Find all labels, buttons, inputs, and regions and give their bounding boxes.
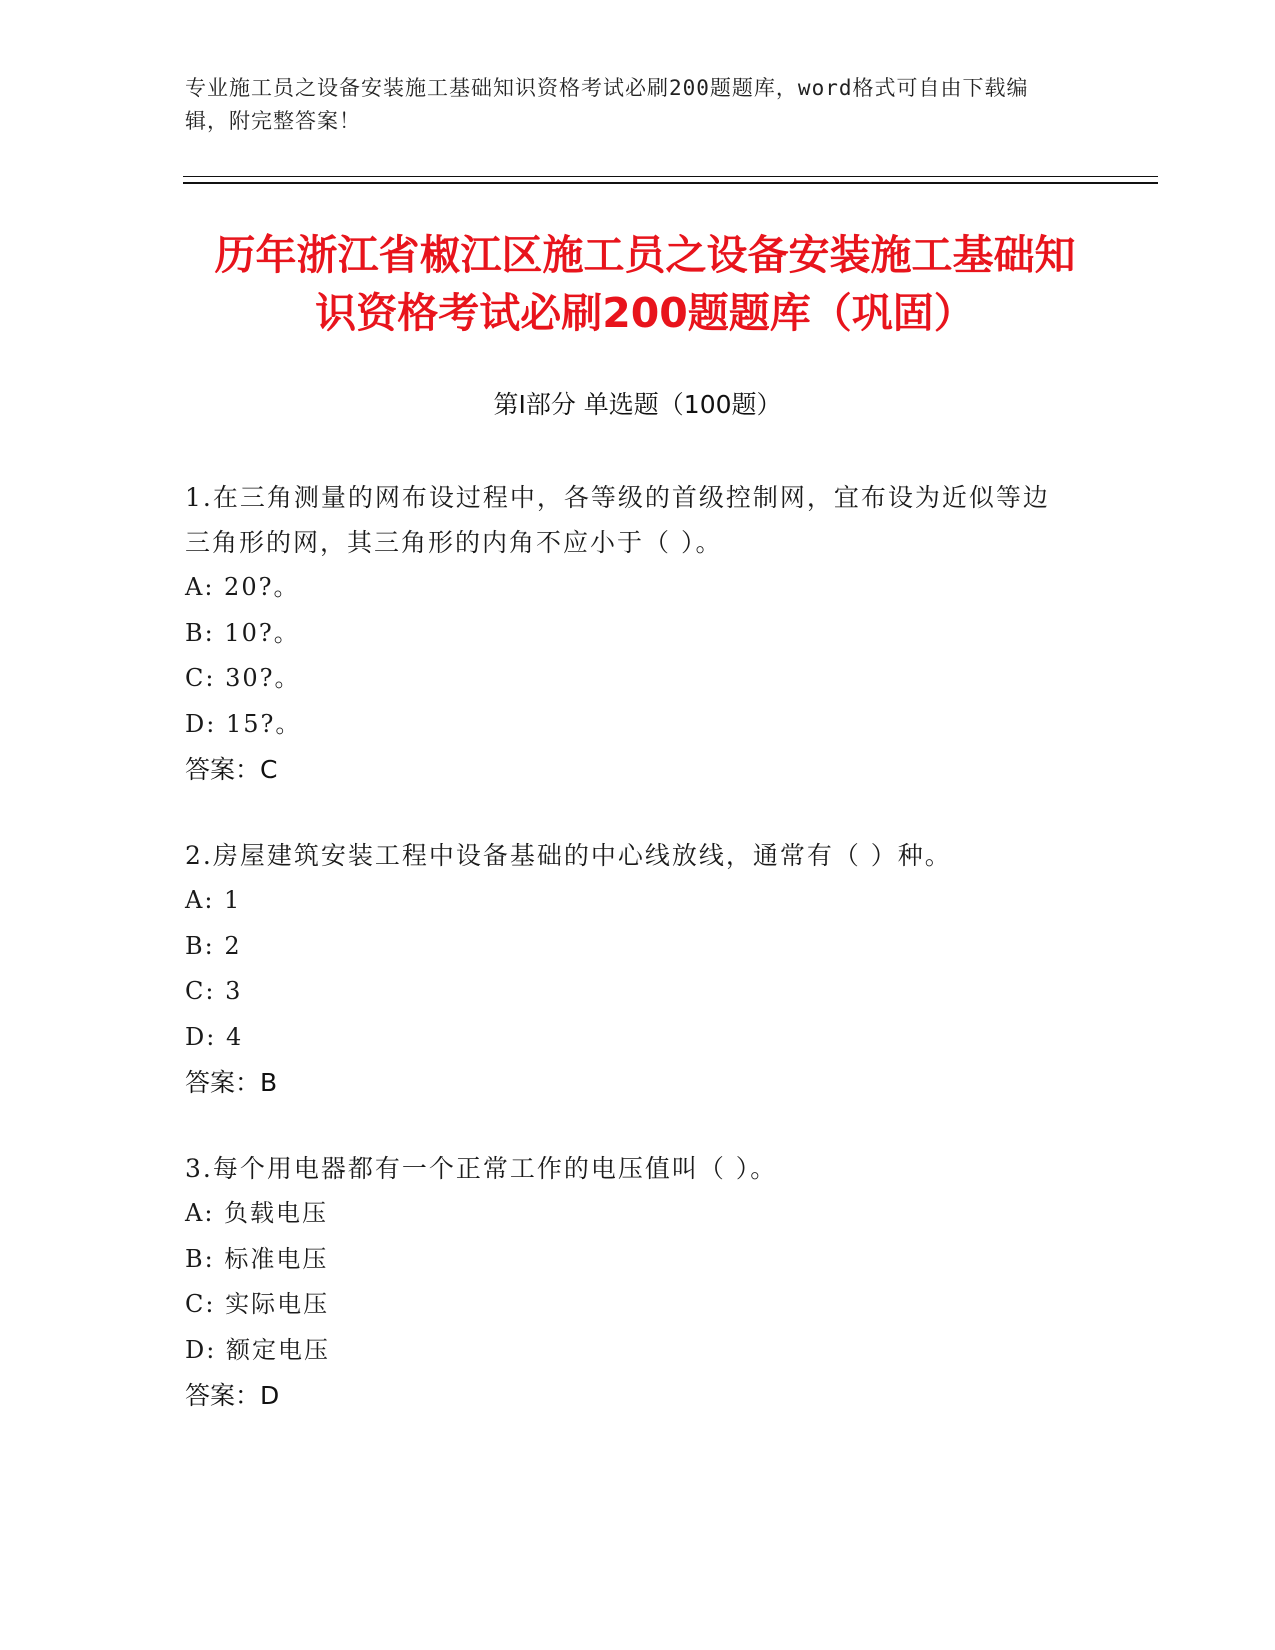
option-c: C: 3 [185,977,243,1005]
section-title: 第Ⅰ部分 单选题（100题） [493,390,782,419]
header-divider-thick [183,182,1158,184]
option-c: C: 实际电压 [185,1290,330,1318]
question-item [185,1146,1065,1418]
question-stem: 1.在三角测量的网布设过程中，各等级的首级控制网，宜布设为近似等边三角形的网，其三角形的内角不应小于（ ）。 [185,483,1050,557]
option-b: B: 10?。 [185,618,300,647]
option-a: A: 20?。 [185,573,300,601]
option-a: A: 1 [185,886,242,914]
option-a: A: 负载电压 [185,1199,329,1227]
answer-line: 答案：D [185,1381,280,1410]
question-stem: 2.房屋建筑安装工程中设备基础的中心线放线，通常有（ ）种。 [185,841,952,870]
option-d: D: 4 [185,1022,244,1051]
header-note: 专业施工员之设备安装施工基础知识资格考试必刷200题题库，word格式可自由下载编辑，附完整答案！ [185,76,1029,133]
option-d: D: 额定电压 [185,1335,330,1364]
question-list [185,475,1065,1459]
answer-line: 答案：B [185,1068,278,1097]
question-item [185,833,1065,1105]
option-c: C: 30?。 [185,664,301,692]
question-stem: 3.每个用电器都有一个正常工作的电压值叫（ ）。 [185,1154,778,1183]
question-item [185,475,1065,792]
option-b: B: 标准电压 [185,1244,329,1273]
option-b: B: 2 [185,931,242,960]
answer-line: 答案：C [185,755,278,784]
option-d: D: 15?。 [185,709,302,738]
header-divider-thin [183,176,1158,177]
document-title: 历年浙江省椒江区施工员之设备安装施工基础知识资格考试必刷200题题库（巩固） [214,231,1076,337]
